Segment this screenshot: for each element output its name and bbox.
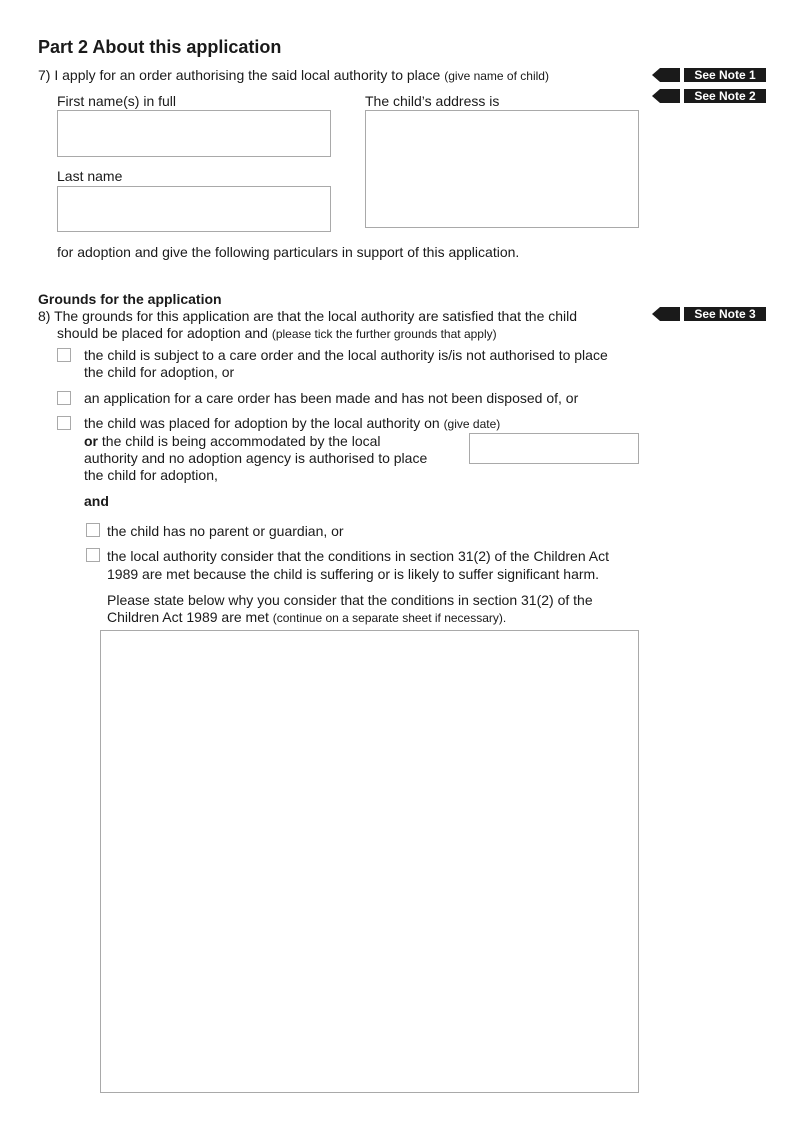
see-note-3-tag[interactable] <box>652 307 766 321</box>
option-1-line-1: the child is subject to a care order and the local authority is/is not authorised to place <box>84 347 608 363</box>
note-arrow-icon <box>652 89 660 103</box>
option-3-line-2-text: the child is being accommodated by the local <box>101 433 381 449</box>
reason-line-2-main: Children Act 1989 are met <box>107 609 269 625</box>
note-arrow-icon <box>652 307 660 321</box>
see-note-3-label[interactable]: See Note 3 <box>684 307 766 321</box>
care-order-checkbox[interactable] <box>57 348 71 362</box>
see-note-1-label[interactable]: See Note 1 <box>684 68 766 82</box>
care-order-application-checkbox[interactable] <box>57 391 71 405</box>
reason-line-1: Please state below why you consider that the conditions in section 31(2) of the <box>107 592 593 608</box>
address-label: The child’s address is <box>365 93 500 109</box>
grounds-heading: Grounds for the application <box>38 291 222 307</box>
grounds-line-1: 8) The grounds for this application are that the local authority are satisfied that the child <box>38 308 578 324</box>
significant-harm-checkbox[interactable] <box>86 548 100 562</box>
no-parent-checkbox[interactable] <box>86 523 100 537</box>
option-3-line-1 <box>84 415 500 433</box>
grounds-line-2 <box>57 325 497 343</box>
question-7-text <box>38 67 549 85</box>
reason-line-2 <box>107 609 506 627</box>
option-3-line-3: authority and no adoption agency is authorised to place <box>84 450 428 466</box>
see-note-2-tag[interactable] <box>652 89 766 103</box>
last-name-field[interactable] <box>57 186 331 232</box>
sub-option-2-line-1: the local authority consider that the conditions in section 31(2) of the Children Act <box>107 548 609 564</box>
reason-textarea[interactable] <box>100 630 639 1093</box>
option-3-line-2 <box>84 433 381 450</box>
placed-for-adoption-checkbox[interactable] <box>57 416 71 430</box>
grounds-line-2-main: should be placed for adoption and <box>57 325 268 341</box>
option-1-line-2: the child for adoption, or <box>84 364 235 380</box>
first-name-field[interactable] <box>57 110 331 157</box>
option-3-main: the child was placed for adoption by the local authority on <box>84 415 440 431</box>
child-address-field[interactable] <box>365 110 639 228</box>
note-tag-stub <box>660 89 680 103</box>
grounds-hint: (please tick the further grounds that apply) <box>271 327 497 341</box>
part-title: Part 2 About this application <box>38 37 282 57</box>
note-tag-stub <box>660 307 680 321</box>
sub-option-1-text: the child has no parent or guardian, or <box>107 523 344 539</box>
question-7-main: 7) I apply for an order authorising the said local authority to place <box>38 67 441 83</box>
last-name-label: Last name <box>57 168 123 184</box>
question-7-hint: (give name of child) <box>444 69 549 83</box>
and-label: and <box>84 493 109 509</box>
reason-hint: (continue on a separate sheet if necessary). <box>272 611 507 625</box>
first-name-label: First name(s) in full <box>57 93 177 109</box>
note-arrow-icon <box>652 68 660 82</box>
option-3-or: or <box>84 433 98 449</box>
option-2-text: an application for a care order has been made and has not been disposed of, or <box>84 390 579 406</box>
option-3-line-4: the child for adoption, <box>84 467 218 483</box>
option-3-hint: (give date) <box>443 417 501 431</box>
sub-option-2-line-2: 1989 are met because the child is suffering or is likely to suffer significant harm. <box>107 566 600 582</box>
application-footer-text: for adoption and give the following particulars in support of this application. <box>57 244 520 260</box>
see-note-2-label[interactable]: See Note 2 <box>684 89 766 103</box>
placement-date-field[interactable] <box>469 433 639 464</box>
note-tag-stub <box>660 68 680 82</box>
see-note-1-tag[interactable] <box>652 68 766 82</box>
